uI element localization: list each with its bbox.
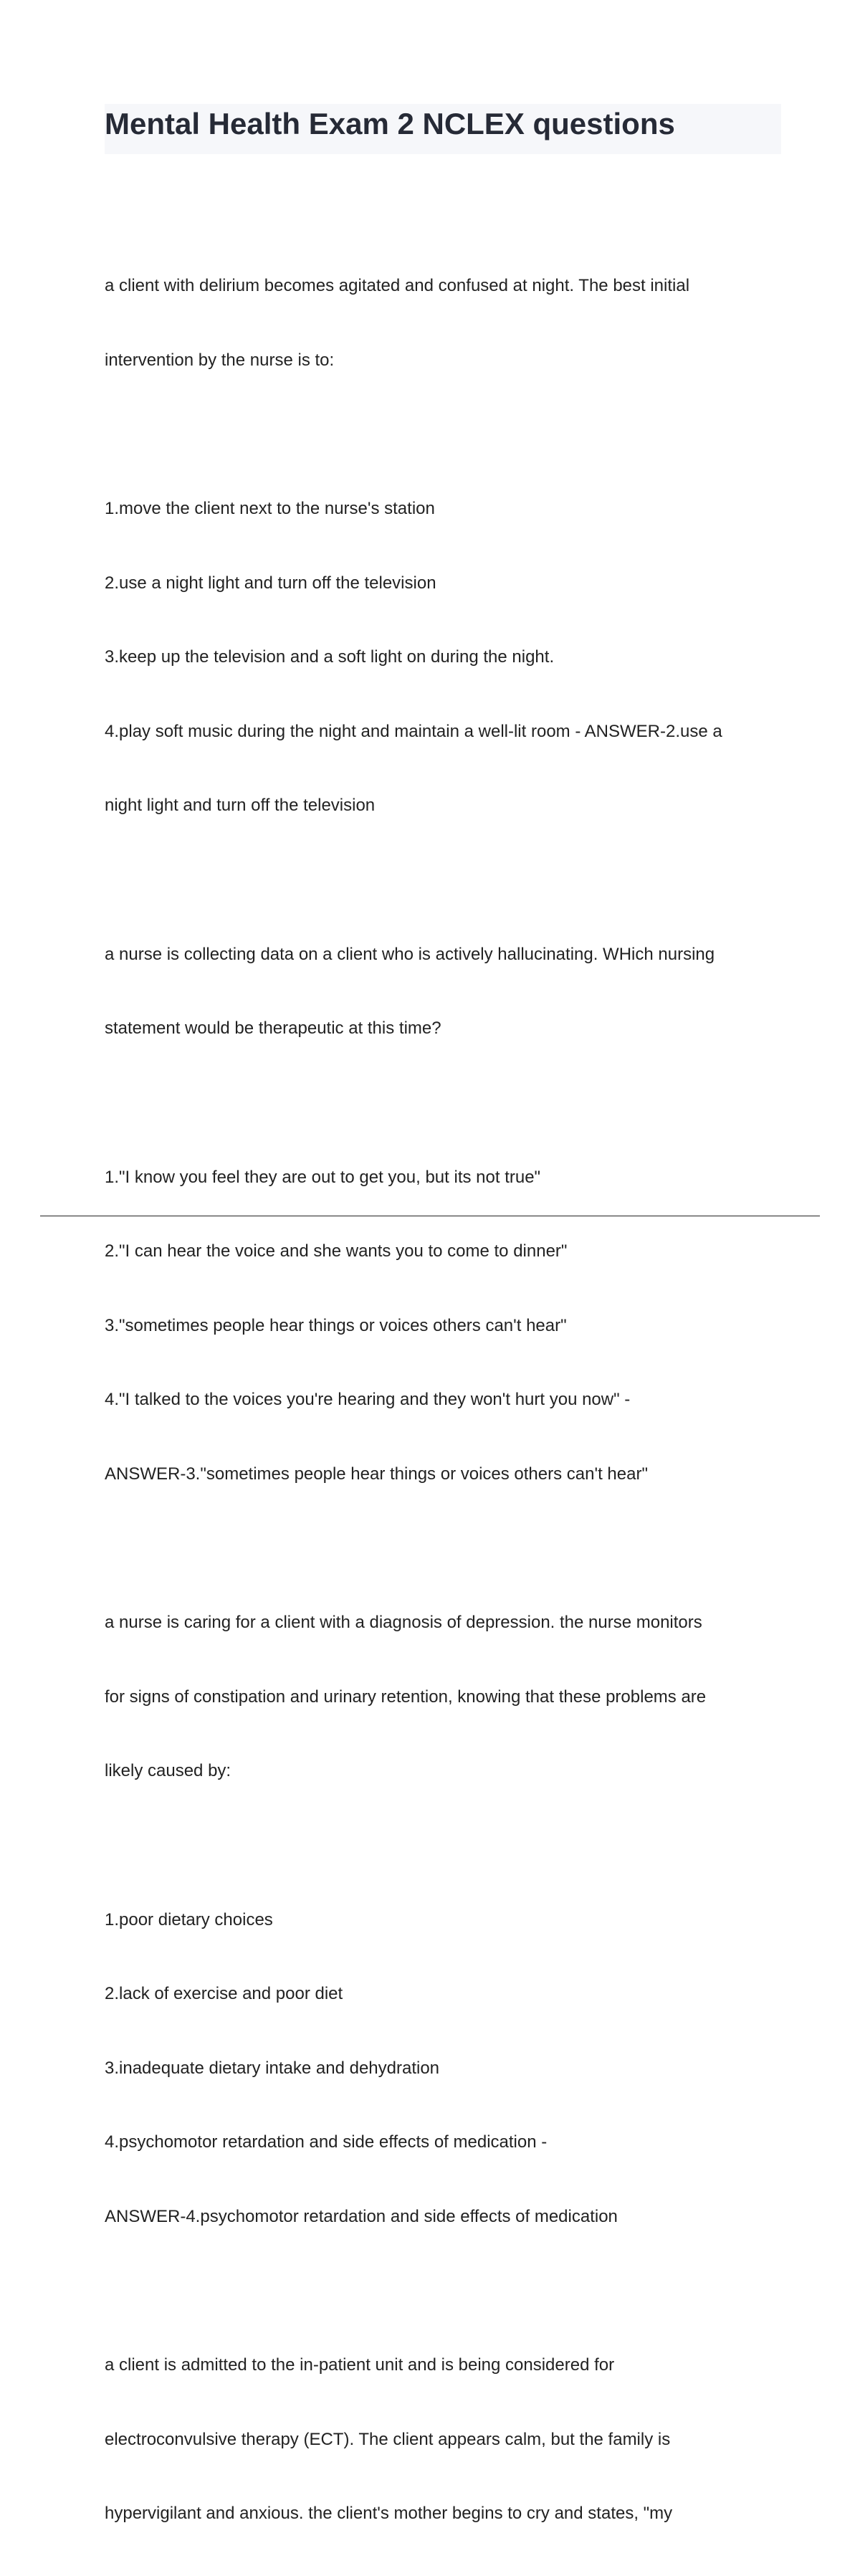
question-3-options — [105, 1859, 785, 2279]
question-2-option: 4."I talked to the voices you're hearing and they won't hurt you now" - — [105, 1390, 631, 1409]
question-1-stem-line: a client with delirium becomes agitated and confused at night. The best initial — [105, 276, 690, 295]
question-3-stem — [105, 1561, 785, 1833]
question-3-option: 4.psychomotor retardation and side effects of medication - — [105, 2132, 548, 2152]
question-3-stem-line: a nurse is caring for a client with a diagnosis of depression. the nurse monitors — [105, 1613, 702, 1632]
question-4-stem-line: a client is admitted to the in-patient unit and is being considered for — [105, 2355, 615, 2375]
question-2-option: 1."I know you feel they are out to get you, but its not true" — [105, 1167, 541, 1187]
question-1-options — [105, 447, 785, 868]
question-1-option: 1.move the client next to the nurse's station — [105, 499, 435, 518]
document-body — [105, 224, 785, 2576]
question-1-option: 3.keep up the television and a soft light on during the night. — [105, 647, 555, 667]
question-3-option: 1.poor dietary choices — [105, 1909, 273, 1929]
question-3-answer: ANSWER-4.psychomotor retardation and side effects of medication — [105, 2206, 618, 2226]
question-3-stem-line: for signs of constipation and urinary retention, knowing that these problems are — [105, 1687, 707, 1707]
question-1-stem-line: intervention by the nurse is to: — [105, 350, 335, 370]
question-2-option: 2."I can hear the voice and she wants you to come to dinner" — [105, 1241, 568, 1261]
question-2-options — [105, 1116, 785, 1537]
question-2-stem-line: statement would be therapeutic at this time? — [105, 1019, 441, 1038]
question-3-option: 3.inadequate dietary intake and dehydration — [105, 2058, 440, 2078]
question-2-answer: ANSWER-3."sometimes people hear things or voices others can't hear" — [105, 1464, 648, 1484]
question-2-stem — [105, 893, 785, 1091]
question-1-answer: night light and turn off the television — [105, 796, 376, 815]
question-4-stem-line: hypervigilant and anxious. the client's mother begins to cry and states, "my — [105, 2504, 673, 2523]
question-1-stem — [105, 224, 785, 422]
question-3-option: 2.lack of exercise and poor diet — [105, 1984, 343, 2003]
question-1-option: 2.use a night light and turn off the television — [105, 573, 436, 593]
question-4-stem — [105, 2304, 785, 2576]
page-title: Mental Health Exam 2 NCLEX questions — [105, 107, 675, 140]
question-2-stem-line: a nurse is collecting data on a client who is actively hallucinating. WHich nursing — [105, 944, 715, 964]
question-4-stem-line: electroconvulsive therapy (ECT). The client appears calm, but the family is — [105, 2429, 671, 2449]
question-3-stem-line: likely caused by: — [105, 1761, 231, 1780]
question-1-option: 4.play soft music during the night and maintain a well-lit room - ANSWER-2.use a — [105, 721, 722, 741]
question-2-option: 3."sometimes people hear things or voices others can't hear" — [105, 1315, 567, 1335]
